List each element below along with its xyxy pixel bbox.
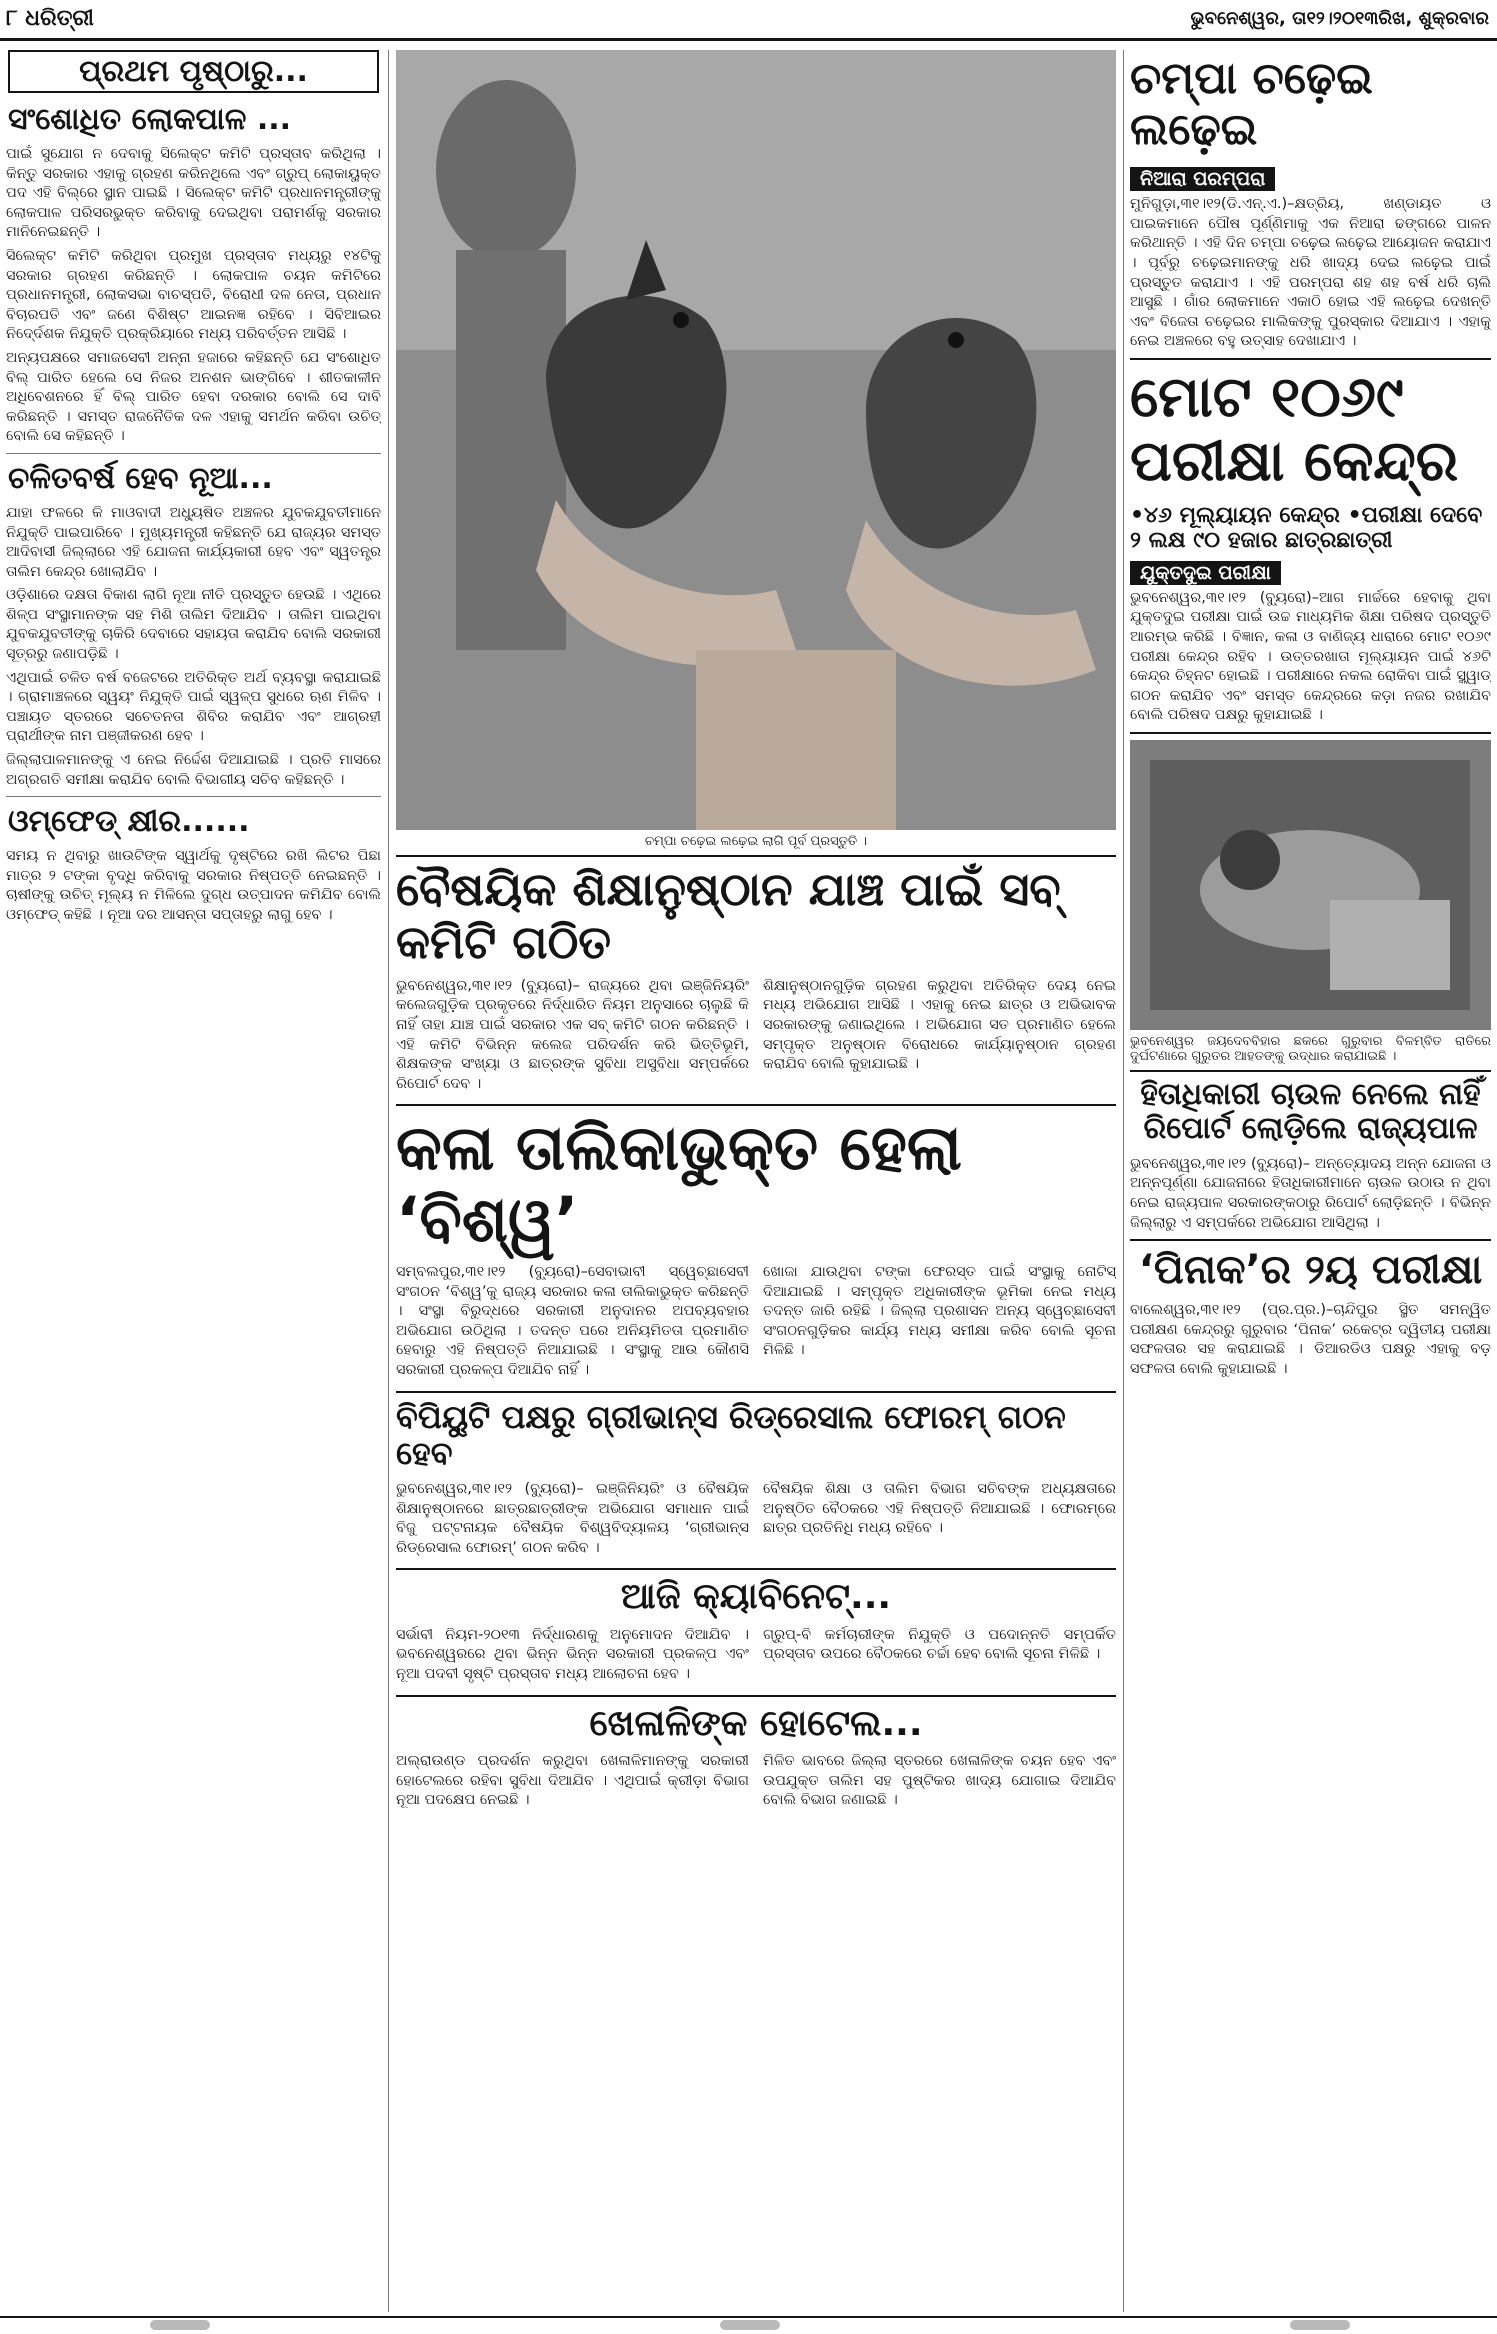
story-paragraph: ଗ୍ରୁପ୍-ବି କର୍ମଚାରୀଙ୍କ ନିଯୁକ୍ତି ଓ ପଦୋନ୍ନତି ସମ୍ପର୍କିତ ପ୍ରସ୍ତାବ ଉପରେ ବୈଠକରେ ଚର୍ଚ୍ଚା ହେବ ବୋଲି ସୂଚନା ମିଳିଛି । [763,1626,1116,1663]
governor-story [1130,1078,1491,1233]
omfed-story [6,803,381,925]
middle-column [396,50,1116,2312]
story-paragraph: ଭୁବନେଶ୍ୱର,୩୧।୧୨ (ବ୍ୟୁରୋ)–ଆଗ ମାର୍ଚ୍ଚରେ ହେବାକୁ ଥିବା ଯୁକ୍ତଦୁଇ ପରୀକ୍ଷା ପାଇଁ ଉଚ୍ଚ ମାଧ୍ୟମିକ ଶିକ୍ଷା ପରିଷଦ ପ୍ରସ୍ତୁତି ଆରମ୍ଭ କରିଛି । ବିଜ୍ଞାନ, କଳା ଓ ବାଣିଜ୍ୟ ଧାରାରେ ମୋଟ ୧୦୬୯ ପରୀକ୍ଷା କେନ୍ଦ୍ର ରହିବ । ଉତ୍ତରଖାତା ମୂଲ୍ୟାୟନ ପାଇଁ ୪୬ଟି କେନ୍ଦ୍ର ଚିହ୍ନଟ ହୋଇଛି । ପରୀକ୍ଷାରେ ନକଲ ରୋକିବା ପାଇଁ ସ୍କ୍ୱାଡ୍ ଗଠନ କରାଯିବ ଏବଂ ସମସ୍ତ କେନ୍ଦ୍ରରେ କଡ଼ା ନଜର ରଖାଯିବ ବୋଲି ପରିଷଦ ପକ୍ଷରୁ କୁହାଯାଇଛି । [1130,589,1491,724]
story-title: ଓମ୍‌ଫେଡ୍ କ୍ଷୀର...... [8,804,250,840]
story-paragraph: ଓଡ଼ିଶାରେ ଦକ୍ଷତା ବିକାଶ ଲାଗି ନୂଆ ନୀତି ପ୍ରସ୍ତୁତ ହେଉଛି । ଏଥିରେ ଶିଳ୍ପ ସଂସ୍ଥାମାନଙ୍କ ସହ ମିଶି ତାଲିମ ଦିଆଯିବ । ତାଲିମ ପାଇଥିବା ଯୁବକଯୁବତୀଙ୍କୁ ଚାକିରି ଦେବାରେ ସହାୟତା କରାଯିବ ବୋଲି ସରକାରୀ ସୂତ୍ରରୁ ଜଣାପଡ଼ିଛି । [6,587,381,663]
story-title: କଳା ତାଲିକାଭୁକ୍ତ ହେଲା ‘ବିଶ୍ୱ’ [396,1111,962,1256]
column-divider [1123,50,1124,2312]
divider [396,1568,1116,1570]
photo-caption: ଭୁବନେଶ୍ୱର ଜୟଦେବବିହାର ଛକରେ ଗୁରୁବାର ବିଳମ୍ବିତ ରାତିରେ ଦୁର୍ଘଟଣାରେ ଗୁରୁତର ଆହତଙ୍କୁ ଉଦ୍ଧାର କରାଯାଇଛି । [1130,1033,1491,1064]
exam-bullets: •୪୬ ମୂଲ୍ୟାୟନ କେନ୍ଦ୍ର •ପରୀକ୍ଷା ଦେବେ ୨ ଲକ୍ଷ ୯୦ ହଜାର ଛାତ୍ରଛାତ୍ରୀ [1130,502,1483,553]
bird-photo [396,50,1116,830]
left-column [6,50,381,2312]
divider [1130,732,1491,734]
story-title: ବୈଷୟିକ ଶିକ୍ଷାନୁଷ୍ଠାନ ଯାଞ୍ଚ ପାଇଁ ସବ୍ କମିଟି ଗଠିତ [396,862,1061,969]
story-paragraph: ବାଲେଶ୍ୱର,୩୧।୧୨ (ପ୍ର.ପ୍ର.)–ଚାନ୍ଦିପୁର ସ୍ଥିତ ସମନ୍ୱିତ ପରୀକ୍ଷଣ କେନ୍ଦ୍ରରୁ ଗୁରୁବାର ‘ପିନାକ’ ରକେଟ୍‌ର ଦ୍ୱିତୀୟ ପରୀକ୍ଷା ସଫଳତାର ସହ କରାଯାଇଛି । ଡିଆରଡିଓ ପକ୍ଷରୁ ଏହାକୁ ବଡ଼ ସଫଳତା ବୋଲି କୁହାଯାଇଛି । [1130,1302,1491,1378]
pinaka-story [1130,1247,1491,1379]
story-paragraph: ସିଲେକ୍ଟ କମିଟି କରିଥିବା ପ୍ରମୁଖ ପ୍ରସ୍ତାବ ମଧ୍ୟରୁ ୧୪ଟିକୁ ସରକାର ଗ୍ରହଣ କରିଛନ୍ତି । ଲୋକପାଳ ଚୟନ କମିଟିରେ ପ୍ରଧାନମନ୍ତ୍ରୀ, ଲୋକସଭା ବାଚସ୍ପତି, ବିରୋଧୀ ଦଳ ନେତା, ପ୍ରଧାନ ବିଚାରପତି ଏବଂ ଜଣେ ବିଶିଷ୍ଟ ଆଇନଜ୍ଞ ରହିବେ । ସିବିଆଇର ନିଦେ୍ର୍ଦଶକ ନିଯୁକ୍ତି ପ୍ରକ୍ରିୟାରେ ମଧ୍ୟ ପରିବର୍ତ୍ତନ ଆସିଛି । [6,247,381,343]
dateline: ଭୁବନେଶ୍ୱର, ତା୧୨।୨୦୧୩ରିଖ, ଶୁକ୍ରବାର [1190,8,1489,29]
masthead [0,0,1497,46]
story-title: ଚଳିତବର୍ଷ ହେବ ନୂଆ... [8,460,273,496]
story-title: ଚମ୍ପା ଚଢ଼େଇ ଲଢ଼େଇ [1130,53,1373,155]
story-paragraph: ଖୋଜା ଯାଉଥିବା ଟଙ୍କା ଫେରସ୍ତ ପାଇଁ ସଂସ୍ଥାକୁ ନୋଟିସ୍ ଦିଆଯାଇଛି । ସମ୍ପୃକ୍ତ ଅଧିକାରୀଙ୍କ ଭୂମିକା ନେଇ ମଧ୍ୟ ତଦନ୍ତ ଜାରି ରହିଛି । ଜିଲ୍ଲା ପ୍ରଶାସନ ଅନ୍ୟ ସ୍ୱେଚ୍ଛାସେବୀ ସଂଗଠନଗୁଡ଼ିକର କାର୍ଯ୍ୟ ମଧ୍ୟ ସମୀକ୍ଷା କରିବ ବୋଲି ସୂଚନା ମିଳିଛି । [763,1263,1116,1359]
story-paragraph: ଭୁବନେଶ୍ୱର,୩୧।୧୨ (ବ୍ୟୁରୋ)– ଇଞ୍ଜିନିୟରିଂ ଓ ବୈଷୟିକ ଶିକ୍ଷାନୁଷ୍ଠାନରେ ଛାତ୍ରଛାତ୍ରୀଙ୍କ ଅଭିଯୋଗ ସମାଧାନ ପାଇଁ ବିଜୁ ପଟ୍ଟନାୟକ ବୈଷୟିକ ବିଶ୍ୱବିଦ୍ୟାଳୟ ‘ଗ୍ରୀଭାନ୍ସ ରିଡ୍ରେସାଲ ଫୋରମ୍’ ଗଠନ କରିବ । [396,1481,749,1556]
story-title: ବିପିୟୁଟି ପକ୍ଷରୁ ଗ୍ରୀଭାନ୍ସ ରିଡ୍ରେସାଲ ଫୋରମ୍ ଗଠନ ହେବ [396,1397,1066,1473]
divider [6,796,381,797]
lokpal-story [6,101,381,447]
front-page-label: ପ୍ରଥମ ପୃଷ୍ଠାରୁ... [8,50,379,93]
story-paragraph: ଭୁବନେଶ୍ୱର,୩୧।୧୨ (ବ୍ୟୁରୋ)– ରାଜ୍ୟରେ ଥିବା ଇଞ୍ଜିନିୟରିଂ କଲେଜଗୁଡ଼ିକ ପ୍ରକୃତରେ ନିର୍ଦ୍ଧାରିତ ନିୟମ ଅନୁସାରେ ଚାଲୁଛି କି ନାହିଁ ତାହା ଯାଞ୍ଚ ପାଇଁ ସରକାର ଏକ ସବ୍ କମିଟି ଗଠନ କରିଛନ୍ତି । ଏହି କମିଟି ବିଭିନ୍ନ କଲେଜ ପରିଦର୍ଶନ କରି ଭିତ୍ତିଭୂମି, ଶିକ୍ଷକଙ୍କ ସଂଖ୍ୟା ଓ ଛାତ୍ରଙ୍କ ସୁବିଧା ଅସୁବିଧା ସମ୍ପର୍କରେ ରିପୋର୍ଟ ଦେବ । [396,977,749,1092]
hostel-story [396,1703,1116,1815]
story-title: ହିତାଧିକାରୀ ଚାଉଳ ନେଲେ ନାହିଁ ରିପୋର୍ଟ ଲୋଡ଼ିଲେ ରାଜ୍ୟପାଳ [1140,1076,1481,1147]
divider [1130,358,1491,360]
masthead-rule [0,38,1497,41]
story-paragraph: ଶିକ୍ଷାନୁଷ୍ଠାନଗୁଡ଼ିକ ଗ୍ରହଣ କରୁଥିବା ଅତିରିକ୍ତ ଦେୟ ନେଇ ମଧ୍ୟ ଅଭିଯୋଗ ଆସିଛି । ଏହାକୁ ନେଇ ଛାତ୍ର ଓ ଅଭିଭାବକ ସରକାରଙ୍କୁ ଜଣାଇଥିଲେ । ଅଭିଯୋଗ ସତ ପ୍ରମାଣିତ ହେଲେ ସମ୍ପୃକ୍ତ ଅନୁଷ୍ଠାନ ବିରୋଧରେ କାର୍ଯ୍ୟାନୁଷ୍ଠାନ ଗ୍ରହଣ କରାଯିବ ବୋଲି କୁହାଯାଇଛି । [763,977,1116,1073]
story-paragraph: ଏଥିପାଇଁ ଚଳିତ ବର୍ଷ ବଜେଟରେ ଅତିରିକ୍ତ ଅର୍ଥ ବ୍ୟବସ୍ଥା କରାଯାଇଛି । ଗ୍ରାମାଞ୍ଚଳରେ ସ୍ୱୟଂ ନିଯୁକ୍ତି ପାଇଁ ସ୍ୱଳ୍ପ ସୁଧରେ ଋଣ ମିଳିବ । ପଞ୍ଚାୟତ ସ୍ତରରେ ସଚେତନତା ଶିବିର କରାଯିବ ଏବଂ ଆଗ୍ରହୀ ପ୍ରାର୍ଥୀଙ୍କ ନାମ ପଞ୍ଜୀକରଣ ହେବ । [6,669,381,745]
black-list-story [396,1112,1116,1384]
box-label: ନିଆରା ପରମ୍ପରା [1130,167,1275,191]
box-label: ଯୁକ୍ତଦୁଇ ପରୀକ୍ଷା [1130,561,1281,585]
divider [1130,1239,1491,1241]
divider [396,1695,1116,1697]
story-title: ‘ପିନାକ’ର ୨ୟ ପରୀକ୍ଷା [1138,1247,1483,1294]
divider [396,855,1116,857]
story-paragraph: ସମୟ ନ ଥିବାରୁ ଖାଉଟିଙ୍କ ସ୍ୱାର୍ଥକୁ ଦୃଷ୍ଟିରେ ରଖି ଲିଟର ପିଛା ମାତ୍ର ୨ ଟଙ୍କା ବୃଦ୍ଧି କରିବାକୁ ସରକାର ନିଷ୍ପତ୍ତି ନେଇଛନ୍ତି । ଚାଷୀଙ୍କୁ ଉଚିତ୍ ମୂଲ୍ୟ ନ ମିଳିଲେ ଦୁଗ୍ଧ ଉତ୍ପାଦନ କମିଯିବ ବୋଲି ଓମ୍‌ଫେଡ୍ କହିଛି । ନୂଆ ଦର ଆସନ୍ତା ସପ୍ତାହରୁ ଲାଗୁ ହେବ । [6,848,381,923]
right-column [1130,50,1491,2312]
champa-story [1130,54,1491,352]
cabinet-story [396,1576,1116,1688]
photo-caption: ଚମ୍ପା ଚଢ଼େଇ ଲଢ଼େଇ ଲାଗି ପୂର୍ବ ପ୍ରସ୍ତୁତି । [644,834,868,849]
accident-photo [1130,740,1491,1030]
story-paragraph: ବୈଷୟିକ ଶିକ୍ଷା ଓ ତାଲିମ ବିଭାଗ ସଚିବଙ୍କ ଅଧ୍ୟକ୍ଷତାରେ ଅନୁଷ୍ଠିତ ବୈଠକରେ ଏହି ନିଷ୍ପତ୍ତି ନିଆଯାଇଛି । ଫୋରମ୍‌ରେ ଛାତ୍ର ପ୍ରତିନିଧି ମଧ୍ୟ ରହିବେ । [763,1481,1116,1537]
story-paragraph: ସମ୍ବଲପୁର,୩୧।୧୨ (ବ୍ୟୁରୋ)–ସେବାଭାବୀ ସ୍ୱେଚ୍ଛାସେବୀ ସଂଗଠନ ‘ବିଶ୍ୱ’କୁ ରାଜ୍ୟ ସରକାର କଳା ତାଲିକାଭୁକ୍ତ କରିଛନ୍ତି । ସଂସ୍ଥା ବିରୁଦ୍ଧରେ ସରକାରୀ ଅନୁଦାନର ଅପବ୍ୟବହାର ଅଭିଯୋଗ ଉଠିଥିଲା । ତଦନ୍ତ ପରେ ଅନିୟମିତତା ପ୍ରମାଣିତ ହେବାରୁ ଏହି ନିଷ୍ପତ୍ତି ନିଆଯାଇଛି । ସଂସ୍ଥାକୁ ଆଉ କୌଣସି ସରକାରୀ ପ୍ରକଳ୍ପ ଦିଆଯିବ ନାହିଁ । [396,1263,749,1378]
footer-register-mark [720,2320,780,2330]
story-paragraph: ଜିଲ୍ଲାପାଳମାନଙ୍କୁ ଏ ନେଇ ନିର୍ଦ୍ଦେଶ ଦିଆଯାଇଛି । ପ୍ରତି ମାସରେ ଅଗ୍ରଗତି ସମୀକ୍ଷା କରାଯିବ ବୋଲି ବିଭାଗୀୟ ସଚିବ କହିଛନ୍ତି । [6,752,381,788]
sub-committee-story [396,863,1116,1098]
footer-register-mark [1290,2320,1350,2330]
story-paragraph: ମିଳିତ ଭାବରେ ଜିଲ୍ଲା ସ୍ତରରେ ଖେଳାଳିଙ୍କ ଚୟନ ହେବ ଏବଂ ଉପଯୁକ୍ତ ତାଲିମ ସହ ପୁଷ୍ଟିକର ଖାଦ୍ୟ ଯୋଗାଇ ଦିଆଯିବ ବୋଲି ବିଭାଗ ଜଣାଇଛି । [763,1753,1116,1809]
page-label: ୮ ଧରିତ୍ରୀ [6,6,94,31]
column-divider [388,50,389,2312]
story-paragraph: ପାଇଁ ସୁଯୋଗ ନ ଦେବାକୁ ସିଲେକ୍ଟ କମିଟି ପ୍ରସ୍ତାବ କରିଥିଲା । କିନ୍ତୁ ସରକାର ଏହାକୁ ଗ୍ରହଣ କରିନଥିଲେ ଏବଂ ଗ୍ରୁପ୍ ଲୋକାୟୁକ୍ତ ପଦ ଏହି ବିଲ୍‌ରେ ସ୍ଥାନ ପାଇଛି । ସିଲେକ୍ଟ କମିଟି ପ୍ରଧାନମନ୍ତ୍ରୀଙ୍କୁ ଲୋକପାଳ ପରିସରଭୁକ୍ତ କରିବାକୁ ଦେଇଥିବା ପରାମର୍ଶକୁ ସରକାର ମାନିନେଇଛନ୍ତି । [6,146,381,241]
bput-story [396,1399,1116,1563]
story-paragraph: ମୁନିଗୁଡ଼ା,୩୧।୧୨(ଡି.ଏନ୍.ଏ.)–କ୍ଷତ୍ରିୟ, ଖଣ୍ଡାୟତ ଓ ପାଇକମାନେ ପୌଷ ପୂର୍ଣ୍ଣିମାକୁ ଏକ ନିଆରା ଢଙ୍ଗରେ ପାଳନ କରିଥାନ୍ତି । ଏହି ଦିନ ଚମ୍ପା ଚଢ଼େଇ ଲଢ଼େଇ ଆୟୋଜନ କରାଯାଏ । ପୂର୍ବରୁ ଚଢ଼େଇମାନଙ୍କୁ ଧରି ଖାଦ୍ୟ ଦେଇ ଲଢ଼େଇ ପାଇଁ ପ୍ରସ୍ତୁତ କରାଯାଏ । ଏହି ପରମ୍ପରା ଶହ ଶହ ବର୍ଷ ଧରି ଚାଲି ଆସୁଛି । ଗାଁର ଲୋକମାନେ ଏକାଠି ହୋଇ ଏହି ଲଢ଼େଇ ଦେଖନ୍ତି ଏବଂ ବିଜେତା ଚଢ଼େଇର ମାଲିକଙ୍କୁ ପୁରସ୍କାର ଦିଆଯାଏ । ଏହାକୁ ନେଇ ଅଞ୍ଚଳରେ ବହୁ ଉତ୍ସାହ ଦେଖାଯାଏ । [1130,196,1491,350]
footer-rule [0,2316,1497,2318]
story-paragraph: ଭୁବନେଶ୍ୱର,୩୧।୧୨ (ବ୍ୟୁରୋ)– ଅନ୍ତ୍ୟୋଦୟ ଅନ୍ନ ଯୋଜନା ଓ ଅନ୍ନପୂର୍ଣ୍ଣା ଯୋଜନାରେ ହିତାଧିକାରୀମାନେ ଚାଉଳ ଉଠାଉ ନ ଥିବା ନେଇ ରାଜ୍ୟପାଳ ସରକାରଙ୍କଠାରୁ ରିପୋର୍ଟ ଲୋଡ଼ିଛନ୍ତି । ବିଭିନ୍ନ ଜିଲ୍ଲାରୁ ଏ ସମ୍ପର୍କରେ ଅଭିଯୋଗ ଆସିଥିଲା । [1130,1155,1491,1231]
story-paragraph: ସର୍ଭାବୀ ନିୟମ-୨୦୧୩ ନିର୍ଦ୍ଧାରଣକୁ ଅନୁମୋଦନ ଦିଆଯିବ । ଭବନେଶ୍ୱରରେ ଥିବା ଭିନ୍ନ ଭିନ୍ନ ସରକାରୀ ପ୍ରକଳ୍ପ ଏବଂ ନୂଆ ପଦବୀ ସୃଷ୍ଟି ପ୍ରସ୍ତାବ ମଧ୍ୟ ଆଲୋଚନା ହେବ । [396,1626,749,1683]
new-year-story [6,460,381,790]
divider [1130,1070,1491,1072]
story-paragraph: ଅଲ୍‌ରାଉଣ୍ଡ ପ୍ରଦର୍ଶନ କରୁଥିବା ଖେଳାଳିମାନଙ୍କୁ ସରକାରୀ ହୋଟେଲରେ ରହିବା ସୁବିଧା ଦିଆଯିବ । ଏଥିପାଇଁ କ୍ରୀଡ଼ା ବିଭାଗ ନୂଆ ପଦକ୍ଷେପ ନେଇଛି । [396,1753,749,1809]
story-paragraph: ଅନ୍ୟପକ୍ଷରେ ସମାଜସେବୀ ଅନ୍ନା ହଜାରେ କହିଛନ୍ତି ଯେ ସଂଶୋଧିତ ବିଲ୍ ପାରିତ ହେଲେ ସେ ନିଜର ଅନଶନ ଭାଙ୍ଗିବେ । ଶୀତକାଳୀନ ଅଧିବେଶନରେ ହିଁ ବିଲ୍ ପାରିତ ହେବା ଦରକାର ବୋଲି ସେ ଦାବି କରିଛନ୍ତି । ସମସ୍ତ ରାଜନୈତିକ ଦଳ ଏହାକୁ ସମର୍ଥନ କରିବା ଉଚିତ୍ ବୋଲି ସେ କହିଛନ୍ତି । [6,349,381,445]
divider [6,453,381,454]
bird-photo-illustration [396,50,1116,830]
story-title: ଆଜି କ୍ୟାବିନେଟ୍... [620,1576,892,1618]
story-title: ମୋଟ ୧୦୬୯ ପରୀକ୍ଷା କେନ୍ଦ୍ର [1130,364,1459,495]
story-title: ସଂଶୋଧିତ ଲୋକପାଳ ... [8,102,292,137]
exam-story [1130,366,1491,726]
accident-photo-illustration [1130,740,1491,1030]
divider [396,1391,1116,1393]
story-paragraph: ଯାହା ଫଳରେ କି ମାଓବାଦୀ ଅଧ୍ୟୁଷିତ ଅଞ୍ଚଳର ଯୁବକଯୁବତୀମାନେ ନିଯୁକ୍ତି ପାଇପାରିବେ । ମୁଖ୍ୟମନ୍ତ୍ରୀ କହିଛନ୍ତି ଯେ ରାଜ୍ୟର ସମସ୍ତ ଆଦିବାସୀ ଜିଲ୍ଲାରେ ଏହି ଯୋଜନା କାର୍ଯ୍ୟକାରୀ ହେବ ଏବଂ ସ୍ୱତନ୍ତ୍ର ତାଲିମ କେନ୍ଦ୍ର ଖୋଲାଯିବ । [6,504,381,580]
footer-register-mark [150,2320,210,2330]
story-title: ଖେଳାଳିଙ୍କ ହୋଟେଲ... [589,1702,923,1744]
divider [396,1104,1116,1106]
